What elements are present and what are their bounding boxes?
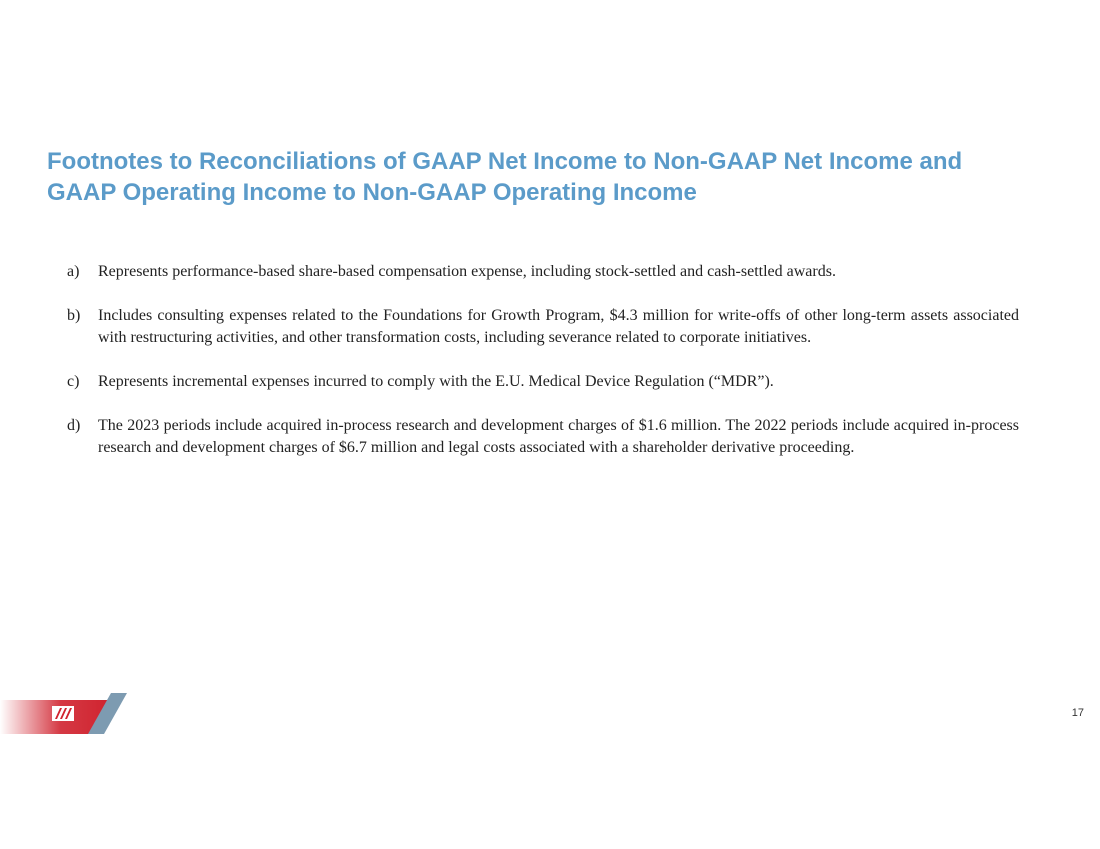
page-title-line-2: GAAP Operating Income to Non-GAAP Operating Income — [47, 179, 697, 206]
footnote-marker: b) — [67, 307, 81, 324]
page-title-line-1: Footnotes to Reconciliations of GAAP Net Income to Non-GAAP Net Income and — [47, 148, 963, 175]
footnote-c — [67, 371, 1019, 393]
footer-logo-band — [0, 693, 130, 735]
company-logo — [52, 706, 74, 721]
footnote-b — [67, 305, 1019, 349]
footnote-marker: a) — [67, 263, 80, 280]
footnote-text: The 2023 periods include acquired in-process research and development charges of $1.6 million. The 2022 periods include acquired in-process research and development charges of $6.7 million and legal costs associated with a shareholder derivative proceeding. — [98, 417, 1019, 456]
page-title — [47, 146, 1047, 208]
footnote-text: Represents performance-based share-based compensation expense, including stock-settled and cash-settled awards. — [98, 263, 836, 280]
footnote-text: Represents incremental expenses incurred to comply with the E.U. Medical Device Regulation (“MDR”). — [98, 373, 774, 390]
footnote-marker: d) — [67, 417, 81, 434]
page-number: 17 — [1071, 707, 1084, 719]
footnote-a — [67, 261, 1019, 283]
footnotes-list — [67, 261, 1019, 481]
footnote-text: Includes consulting expenses related to the Foundations for Growth Program, $4.3 million for write-offs of other long-term assets associated with restructuring activities, and other transformation costs, including severance related to corporate initiatives. — [98, 307, 1019, 346]
footnote-d — [67, 415, 1019, 459]
footnote-marker: c) — [67, 373, 80, 390]
